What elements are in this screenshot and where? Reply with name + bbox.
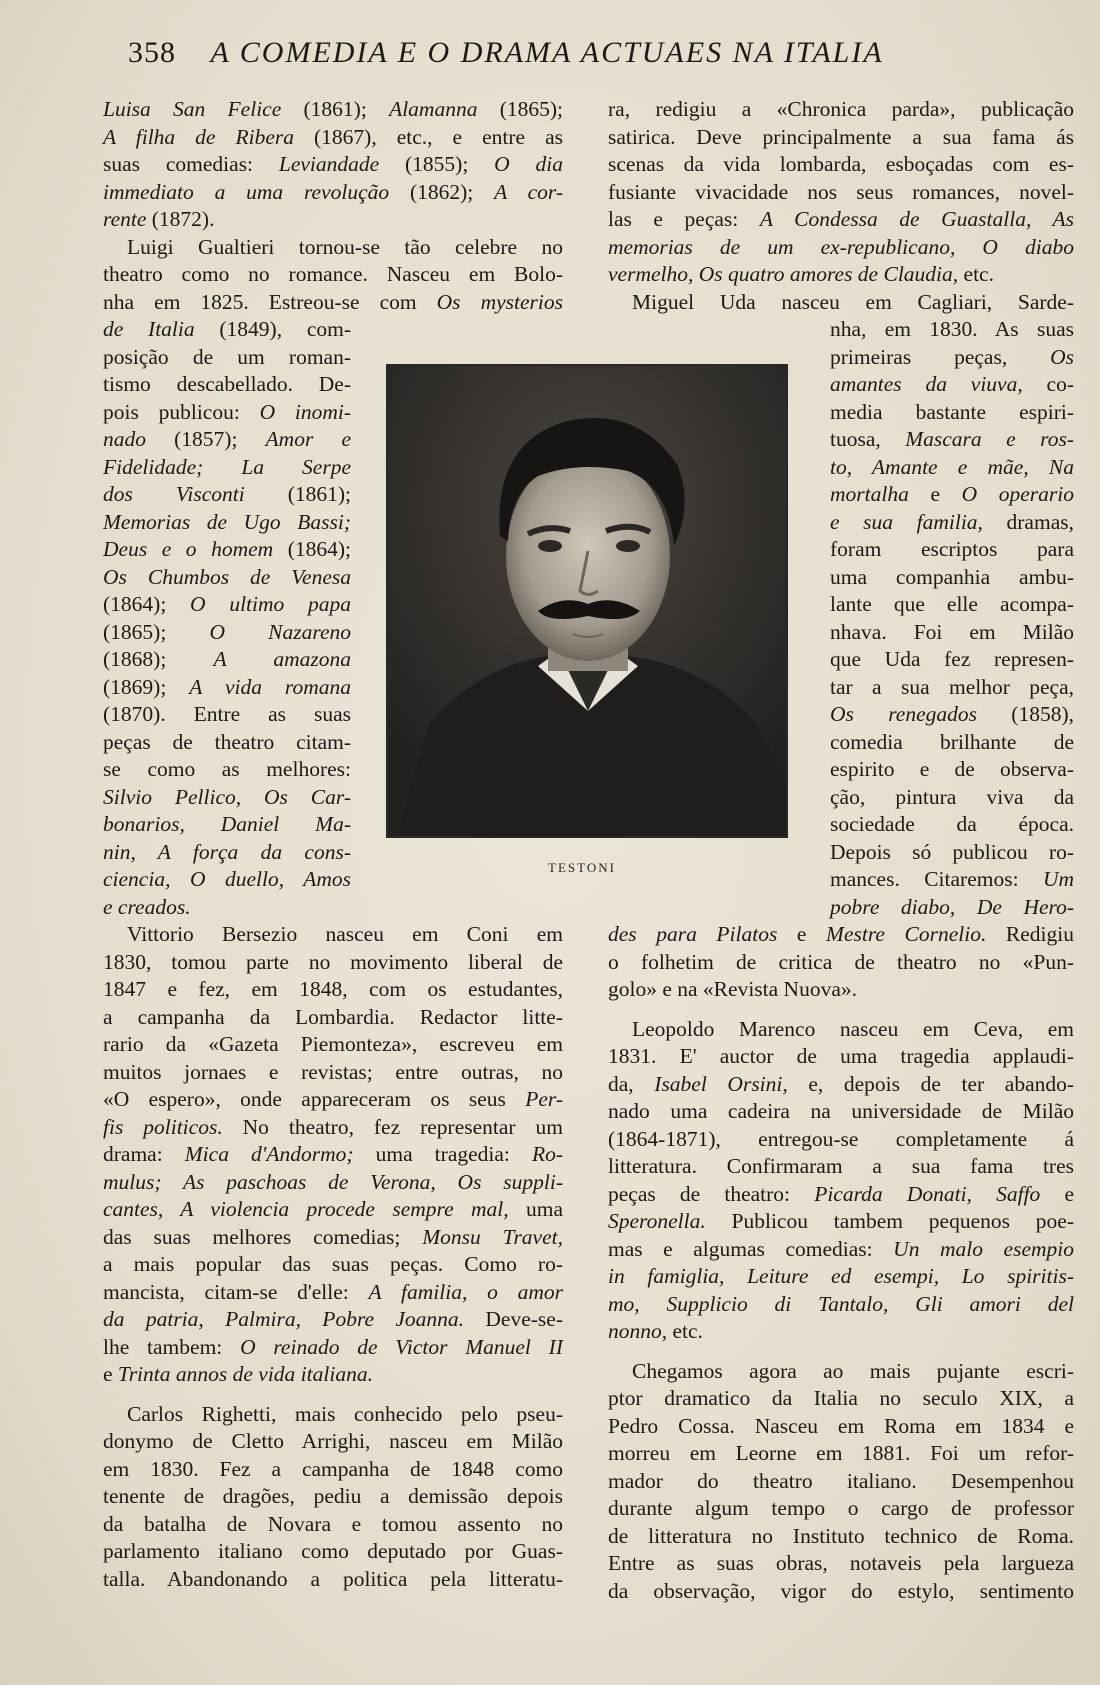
right-text-line: in famiglia, Leiture ed esempi, Lo spiritis- — [608, 1264, 1074, 1288]
right-text-line: nonno, etc. — [608, 1319, 703, 1343]
right-wrapped-line: que Uda fez represen- — [830, 647, 1074, 671]
right-text-line: Leopoldo Marenco nasceu em Ceva, em — [632, 1016, 1074, 1041]
right-text-line: durante algum tempo o cargo de professor — [608, 1496, 1074, 1520]
right-wrapped-line: Os renegados (1858), — [830, 702, 1074, 726]
right-column-top — [608, 96, 1074, 316]
left-text-line: fis politicos. No theatro, fez representar um — [103, 1114, 563, 1139]
right-text-line: morreu em Leorne em 1881. Foi um refor- — [608, 1441, 1074, 1465]
left-wrapped-line: nin, A força da cons- — [103, 839, 351, 864]
right-text-line: ptor dramatico da Italia no seculo XIX, a — [608, 1386, 1074, 1410]
right-text-line: Chegamos agora ao mais pujante escri- — [632, 1358, 1074, 1383]
photo-caption: TESTONI — [548, 860, 616, 875]
page-header — [128, 36, 988, 70]
right-text-line: vermelho, Os quatro amores de Claudia, etc. — [608, 262, 994, 286]
portrait-image — [388, 366, 786, 836]
right-wrapped-line: lante que elle acompa- — [830, 592, 1074, 616]
right-text-line: peças de theatro: Picarda Donati, Saffo e — [608, 1181, 1075, 1206]
right-wrapped-line: mortalha e O operario — [830, 482, 1074, 506]
right-wrapped-line: tar a sua melhor peça, — [830, 674, 1074, 699]
right-column — [608, 96, 1074, 1605]
right-wrapped-line: pobre diabo, De Hero- — [830, 894, 1074, 919]
left-text-line: drama: Mica d'Andormo; uma tragedia: Ro- — [103, 1142, 563, 1166]
portrait-illustration — [388, 366, 786, 836]
left-wrapped-line: Silvio Pellico, Os Car- — [103, 784, 351, 809]
left-text-line: tenente de dragões, pediu a demissão depois — [103, 1484, 563, 1508]
left-text-line: cantes, A violencia procede sempre mal, uma — [103, 1197, 563, 1221]
left-wrapped-line: (1865); O Nazareno — [103, 619, 351, 644]
left-wrapped-line: tismo descabellado. De- — [103, 372, 351, 396]
left-wrapped-line: posição de um roman- — [103, 344, 351, 369]
left-text-line: theatro como no romance. Nasceu em Bolo- — [103, 262, 563, 286]
right-wrapped-line: comedia brilhante de — [830, 729, 1074, 754]
left-wrapped-line: ciencia, O duello, Amos — [103, 867, 351, 891]
left-text-line: Luisa San Felice (1861); Alamanna (1865); — [103, 97, 563, 121]
page-number: 358 — [128, 36, 176, 69]
right-wrapped-line: Depois só publicou ro- — [830, 839, 1074, 864]
left-wrapped-line: (1868); A amazona — [103, 647, 351, 671]
right-text-line: memorias de um ex-republicano, O diabo — [608, 234, 1074, 259]
right-text-line: (1864-1871), entregou-se completamente á — [608, 1126, 1074, 1151]
right-text-line: mas e algumas comedias: Un malo esempio — [608, 1236, 1074, 1261]
left-wrapped-line: dos Visconti (1861); — [103, 482, 351, 506]
left-wrapped-line: peças de theatro citam- — [103, 729, 351, 754]
right-text-line: de litteratura no Instituto technico de Roma. — [608, 1523, 1074, 1548]
left-text-line: lhe tambem: O reinado de Victor Manuel II — [103, 1334, 564, 1359]
left-wrapped-line: (1869); A vida romana — [103, 674, 352, 699]
right-text-line: o folhetim de critica de theatro no «Pun- — [608, 949, 1074, 974]
left-text-line: da batalha de Novara e tomou assento no — [103, 1511, 563, 1536]
right-column-bottom — [608, 921, 1074, 1605]
left-text-line: Vittorio Bersezio nasceu em Coni em — [127, 922, 563, 946]
left-column — [103, 96, 563, 1593]
left-text-line: Carlos Righetti, mais conhecido pelo pseu- — [127, 1401, 563, 1426]
left-text-line: rente (1872). — [103, 207, 215, 231]
left-text-line: parlamento italiano como deputado por Guas- — [103, 1539, 563, 1563]
right-text-line: mo, Supplicio di Tantalo, Gli amori del — [608, 1291, 1074, 1316]
left-text-line: donymo de Cletto Arrighi, nasceu em Milão — [103, 1429, 563, 1453]
left-text-line: mulus; As paschoas de Verona, Os suppli- — [103, 1169, 563, 1194]
left-wrapped-line: (1870). Entre as suas — [103, 702, 351, 726]
right-text-line: scenas da vida lombarda, esboçadas com es- — [608, 152, 1074, 176]
right-wrapped-line: sociedade da época. — [830, 812, 1074, 836]
right-text-line: Entre as suas obras, notaveis pela largueza — [608, 1551, 1074, 1575]
left-wrapped-line: e creados. — [103, 894, 191, 919]
left-wrapped-line: se como as melhores: — [103, 757, 351, 781]
left-wrapped-line: Os Chumbos de Venesa — [103, 564, 351, 589]
left-wrapped-line: Fidelidade; La Serpe — [103, 454, 351, 479]
right-wrapped-line: nhava. Foi em Milão — [830, 619, 1074, 644]
left-text-line: e Trinta annos de vida italiana. — [103, 1362, 373, 1386]
right-wrapped-line: foram escriptos para — [830, 537, 1074, 561]
left-wrapped-line: bonarios, Daniel Ma- — [103, 812, 351, 836]
left-text-line: nha em 1825. Estreou-se com Os mysterios — [103, 289, 563, 314]
left-text-line: mancista, citam-se d'elle: A familia, o amor — [103, 1279, 563, 1304]
left-text-line: Luigi Gualtieri tornou-se tão celebre no — [127, 234, 563, 259]
right-wrapped-line: to, Amante e mãe, Na — [830, 454, 1074, 479]
right-wrapped-line: e sua familia, dramas, — [830, 509, 1074, 534]
right-text-line: da observação, vigor do estylo, sentimento — [608, 1578, 1074, 1603]
right-text-line: satirica. Deve principalmente a sua fama ás — [608, 124, 1074, 149]
left-wrapped-line: de Italia (1849), com- — [103, 317, 351, 341]
left-wrapped-line: Deus e o homem (1864); — [103, 537, 351, 561]
right-text-line: da, Isabel Orsini, e, depois de ter abando- — [608, 1071, 1075, 1096]
right-text-line: litteratura. Confirmaram a sua fama tres — [608, 1154, 1074, 1178]
left-wrapped-line: pois publicou: O inomi- — [103, 399, 351, 424]
left-wrapped-line: Memorias de Ugo Bassi; — [103, 509, 351, 534]
left-column-top — [103, 96, 563, 316]
left-text-line: talla. Abandonando a politica pela litteratu- — [103, 1566, 563, 1591]
right-wrapped-line: tuosa, Mascara e ros- — [830, 427, 1074, 451]
right-wrapped-line: nha, em 1830. As suas — [830, 317, 1074, 341]
right-text-line: golo» e na «Revista Nuova». — [608, 977, 857, 1001]
left-text-line: rario da «Gazeta Piemonteza», escreveu em — [103, 1032, 563, 1056]
right-wrapped-line: espirito e de observa- — [830, 757, 1074, 781]
right-text-line: fusiante vivacidade nos seus romances, novel- — [608, 179, 1074, 204]
left-text-line: «O espero», onde appareceram os seus Per- — [103, 1087, 563, 1111]
right-text-line: ra, redigiu a «Chronica parda», publicação — [608, 97, 1074, 121]
right-wrapped-line: amantes da viuva, co- — [830, 372, 1075, 396]
left-text-line: 1830, tomou parte no movimento liberal de — [103, 949, 563, 974]
left-text-line: A filha de Ribera (1867), etc., e entre as — [103, 124, 563, 149]
left-text-line: immediato a uma revolução (1862); A cor- — [103, 179, 564, 204]
right-wrapped-line: primeiras peças, Os — [830, 344, 1074, 369]
right-wrapped-line: media bastante espiri- — [830, 399, 1074, 424]
left-text-line: suas comedias: Leviandade (1855); O dia — [103, 152, 563, 176]
left-text-line: a mais popular das suas peças. Como ro- — [103, 1252, 563, 1276]
right-text-line: nado uma cadeira na universidade de Milão — [608, 1099, 1074, 1123]
right-text-line: Speronella. Publicou tambem pequenos poe- — [608, 1209, 1074, 1233]
left-text-line: das suas melhores comedias; Monsu Travet, — [103, 1224, 563, 1249]
right-wrapped-line: ção, pintura viva da — [830, 784, 1074, 809]
right-text-line: mador do theatro italiano. Desempenhou — [608, 1468, 1074, 1493]
left-text-line: muitos jornaes e revistas; entre outras, no — [103, 1059, 563, 1084]
right-wrapped-line: uma companhia ambu- — [830, 564, 1074, 589]
right-wrapped-line: mances. Citaremos: Um — [830, 867, 1074, 891]
right-text-line: 1831. E' auctor de uma tragedia applaudi- — [608, 1044, 1074, 1068]
right-text-line: Pedro Cossa. Nasceu em Roma em 1834 e — [608, 1413, 1074, 1438]
left-text-line: em 1830. Fez a campanha de 1848 como — [103, 1456, 563, 1481]
portrait-photo — [388, 366, 786, 836]
left-text-line: a campanha da Lombardia. Redactor litte- — [103, 1004, 563, 1029]
running-title: A COMEDIA E O DRAMA ACTUAES NA ITALIA — [210, 36, 884, 69]
left-wrapped-line: (1864); O ultimo papa — [103, 592, 351, 616]
right-text-line: Miguel Uda nasceu em Cagliari, Sarde- — [632, 289, 1074, 314]
left-text-line: da patria, Palmira, Pobre Joanna. Deve-se- — [103, 1307, 563, 1331]
left-column-bottom — [103, 921, 563, 1593]
right-text-line: las e peças: A Condessa de Guastalla, As — [608, 207, 1074, 231]
left-wrapped-line: nado (1857); Amor e — [103, 427, 351, 451]
left-text-line: 1847 e fez, em 1848, com os estudantes, — [103, 977, 563, 1001]
right-text-line: des para Pilatos e Mestre Cornelio. Redigiu — [608, 922, 1074, 946]
